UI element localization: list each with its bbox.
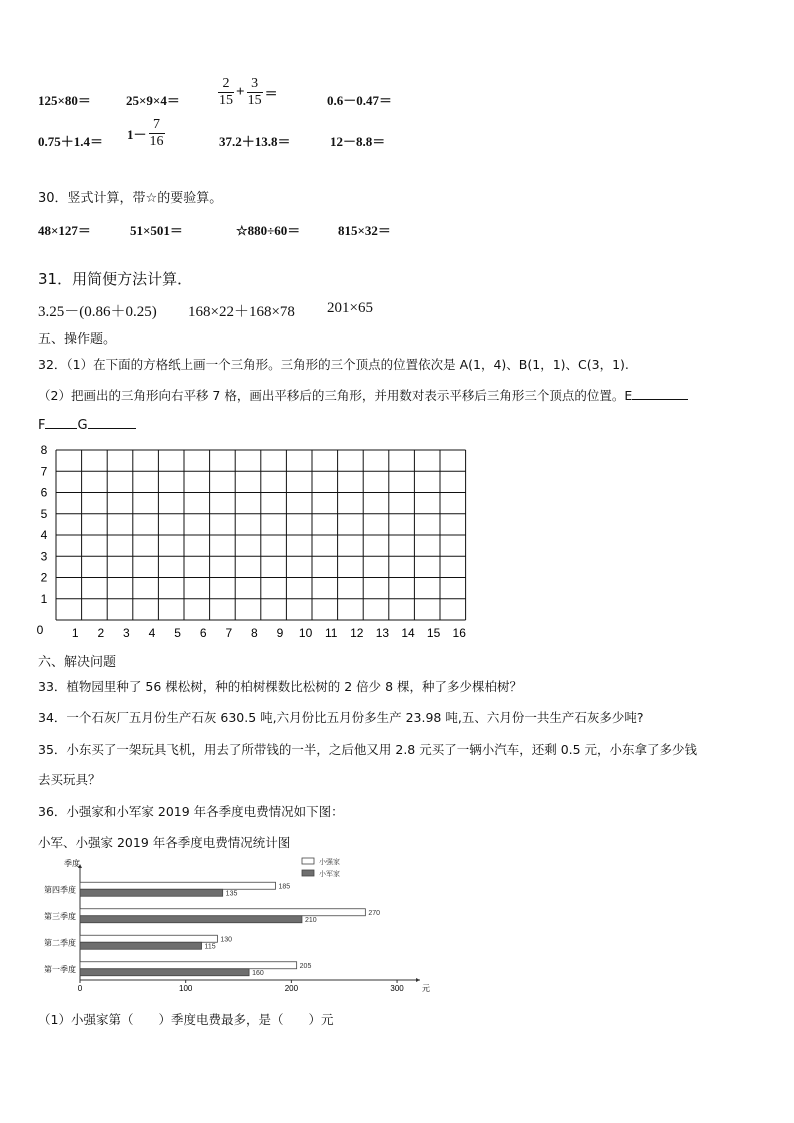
q30-expr1: 48×127＝	[38, 223, 91, 238]
grid-y-label: 6	[40, 485, 48, 500]
denominator: 16	[149, 134, 164, 149]
bar-xiaoqiang	[80, 909, 365, 916]
bar-value-label: 115	[204, 943, 216, 951]
q32-line1: 32．（1）在下面的方格纸上画一个三角形。三角形的三个顶点的位置依次是 A(1，4)、B(1，1)、C(3，1).	[38, 357, 629, 372]
grid-x-label: 4	[148, 626, 156, 640]
bar-xiaojun	[80, 889, 223, 896]
legend-swatch	[302, 870, 314, 876]
grid-x-label: 6	[199, 626, 207, 640]
label-g: G	[77, 418, 88, 433]
bar-xiaojun	[80, 969, 249, 976]
grid-y-label: 3	[40, 549, 48, 564]
bar-xiaoqiang	[80, 882, 276, 889]
grid-x-label: 3	[123, 626, 130, 640]
grid-x-label: 11	[324, 626, 338, 640]
grid-y-labels	[41, 444, 48, 606]
bar-xiaoqiang	[80, 935, 217, 942]
chart-legend	[302, 857, 340, 878]
x-tick-label: 100	[179, 984, 193, 993]
grid-x-label: 14	[401, 626, 415, 640]
y-axis-label: 季度	[64, 859, 80, 868]
calc-row1-expr1: 125×80＝	[38, 93, 91, 108]
grid-x-label: 5	[174, 626, 181, 640]
x-axis-label: 元	[422, 984, 430, 993]
x-tick-label: 200	[284, 984, 299, 993]
x-axis-arrow	[416, 978, 420, 982]
bar-xiaojun	[80, 916, 302, 923]
legend-label: 小强家	[319, 859, 340, 866]
bar-value-label: 160	[252, 969, 264, 977]
calc-row1-expr3	[216, 76, 278, 109]
x-tick-label: 0	[77, 984, 83, 993]
answer-blank-g[interactable]	[88, 416, 136, 429]
q31-expr2: 168×22＋168×78	[188, 304, 295, 320]
bar-value-label: 135	[225, 890, 238, 898]
q30-expr4: 815×32＝	[338, 223, 391, 238]
q33: 33．植物园里种了 56 棵松树，种的柏树棵数比松树的 2 倍少 8 棵，种了多少棵柏树？	[38, 679, 523, 694]
q36: 36．小强家和小军家 2019 年各季度电费情况如下图：	[38, 804, 344, 819]
q30-title: 30．竖式计算，带☆的要验算。	[38, 191, 223, 206]
section-6-heading: 六、解决问题	[38, 655, 117, 670]
q35-line1: 35．小东买了一架玩具飞机，用去了所带钱的一半，之后他又用 2.8 元买了一辆小汽车，还剩 0.5 元，小东拿了多少钱	[38, 742, 698, 757]
grid-x-label: 13	[375, 626, 390, 640]
grid-x-label: 1	[71, 626, 79, 640]
grid-x-label: 7	[225, 626, 233, 640]
q31-expr1: 3.25－(0.86＋0.25)	[38, 304, 157, 320]
grid-y-label: 4	[40, 528, 48, 542]
grid-origin-label: 0	[36, 623, 44, 637]
q35-line2: 去买玩具？	[38, 772, 101, 787]
electricity-bar-chart	[30, 852, 450, 1002]
bar-value-label: 210	[304, 916, 317, 924]
answer-blank-f[interactable]	[45, 416, 77, 429]
calc-row2-expr1: 0.75＋1.4＝	[38, 134, 104, 149]
bar-xiaoqiang	[80, 962, 297, 969]
q30-expr2: 51×501＝	[130, 223, 183, 238]
numerator: 3	[247, 76, 263, 93]
calc-row2-expr2	[127, 117, 167, 150]
q31-expr3: 201×65	[327, 300, 373, 316]
q32-answer-fg	[38, 416, 136, 433]
grid-y-label: 2	[40, 570, 48, 585]
grid-x-label: 10	[298, 626, 313, 640]
fraction	[149, 117, 165, 150]
calc-row2-expr3: 37.2＋13.8＝	[219, 134, 291, 149]
calc-row2-expr4: 12－8.8＝	[330, 134, 386, 149]
grid-y-label: 7	[40, 464, 48, 479]
calc-row1-expr4: 0.6－0.47＝	[327, 93, 393, 108]
q32-line2	[38, 386, 688, 404]
grid-lines	[56, 450, 466, 620]
legend-label: 小军家	[319, 871, 340, 878]
category-label: 第四季度	[44, 885, 76, 895]
x-tick-label: 300	[390, 984, 404, 993]
grid-x-label: 2	[97, 626, 105, 640]
denominator: 15	[219, 93, 233, 108]
bar-value-label: 130	[220, 936, 233, 944]
q34: 34．一个石灰厂五月份生产石灰 630.5 吨,六月份比五月份多生产 23.98 吨,五、六月份一共生产石灰多少吨?	[38, 710, 644, 725]
grid-x-labels	[72, 626, 466, 640]
answer-blank-e[interactable]	[632, 387, 688, 400]
fraction	[247, 76, 263, 109]
grid-y-label: 1	[40, 591, 48, 606]
grid-x-label: 9	[276, 626, 284, 640]
grid-x-label: 16	[452, 626, 466, 640]
fraction	[218, 76, 234, 109]
grid-y-label: 8	[40, 444, 48, 457]
equals-sign: ＝	[264, 86, 278, 101]
q31-title: 31．用简便方法计算．	[38, 270, 193, 288]
category-label: 第一季度	[44, 964, 76, 974]
grid-x-label: 8	[251, 626, 258, 640]
numerator: 7	[149, 117, 165, 134]
chart-bars	[44, 882, 380, 977]
grid-x-label: 12	[350, 626, 364, 640]
section-5-heading: 五、操作题。	[38, 332, 117, 347]
grid-y-label: 5	[40, 506, 48, 521]
legend-swatch	[302, 858, 314, 864]
bar-value-label: 205	[299, 962, 312, 970]
q32-line2-text: （2）把画出的三角形向右平移 7 格，画出平移后的三角形，并用数对表示平移后三角形三个顶点的位置。E	[38, 388, 633, 403]
q30-expr3: ☆880÷60＝	[236, 223, 301, 238]
bar-xiaojun	[80, 942, 202, 949]
expr-prefix: 1－	[127, 127, 147, 142]
q36-part1: （1）小强家第（ ）季度电费最多，是（ ）元	[38, 1012, 334, 1027]
bar-value-label: 185	[278, 883, 291, 891]
denominator: 15	[247, 93, 262, 108]
grid-x-label: 15	[426, 626, 441, 640]
calc-row1-expr2: 25×9×4＝	[126, 93, 180, 108]
bar-value-label: 270	[368, 909, 381, 917]
plus-sign: +	[236, 84, 245, 100]
label-f: F	[38, 418, 46, 433]
category-label: 第三季度	[44, 911, 76, 921]
grid-paper[interactable]	[30, 444, 480, 644]
category-label: 第二季度	[44, 938, 76, 948]
chart-title: 小军、小强家 2019 年各季度电费情况统计图	[38, 835, 291, 850]
numerator: 2	[218, 76, 234, 93]
